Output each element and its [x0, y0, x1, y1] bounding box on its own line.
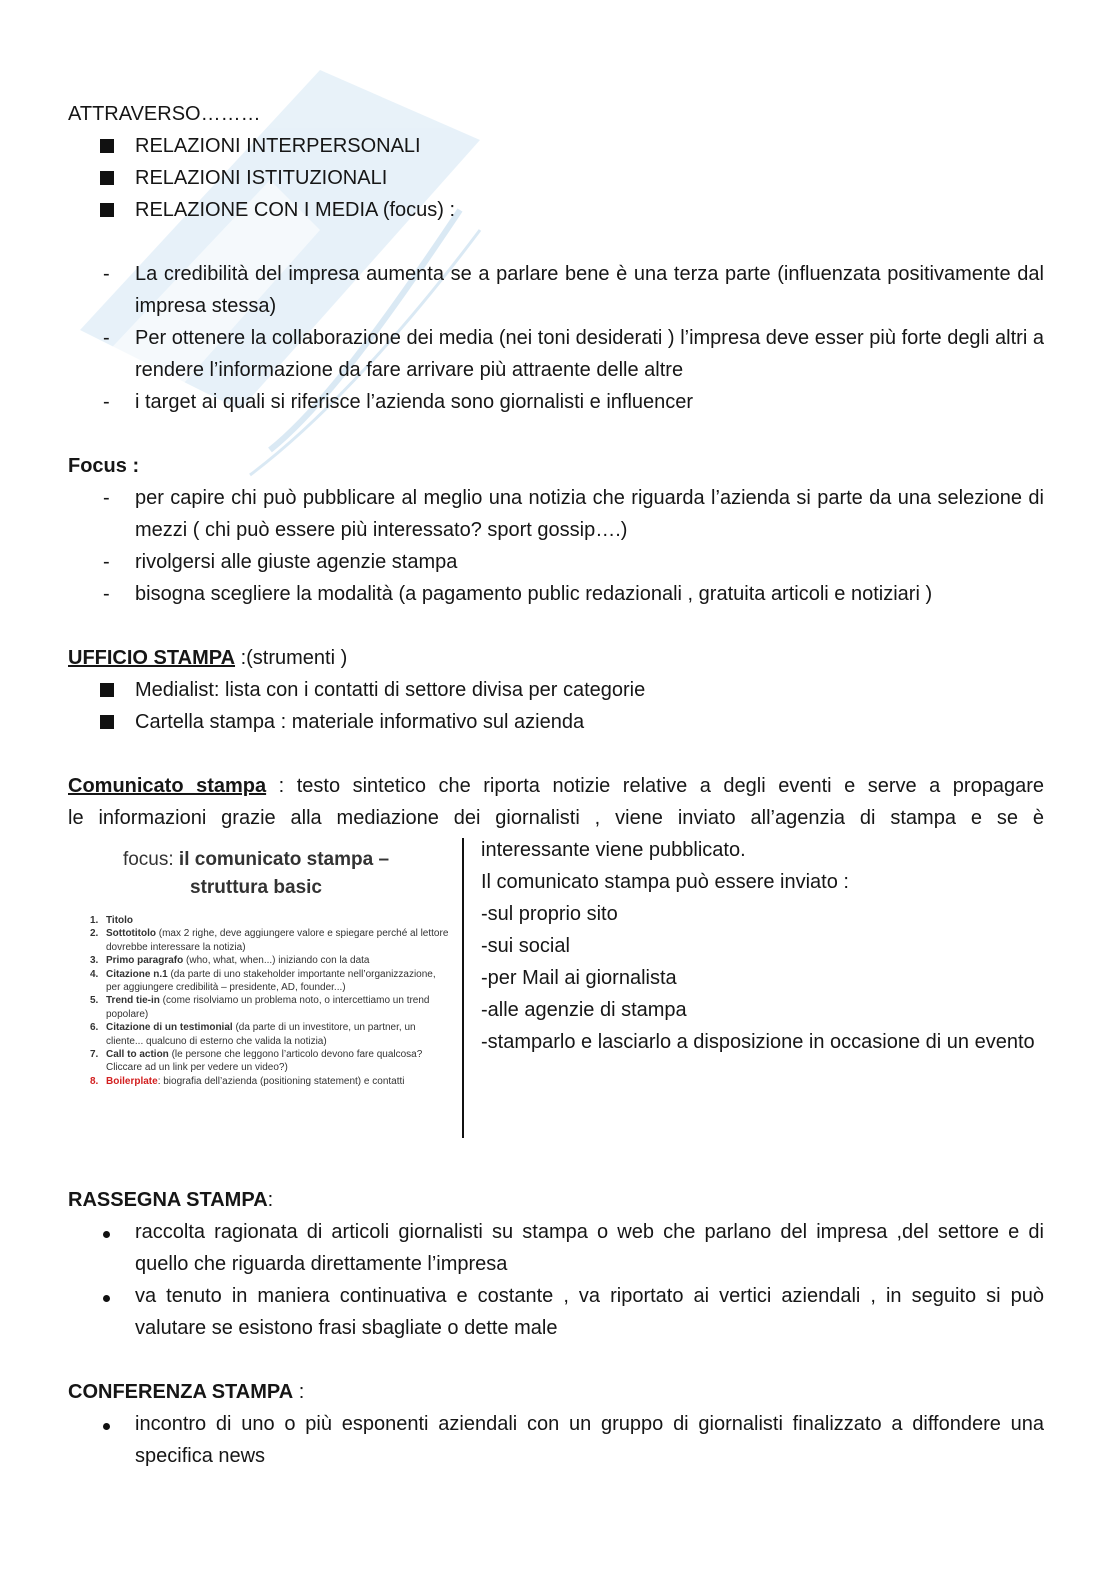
- list-item: - bisogna scegliere la modalità (a pagamento public redazionali , gratuita articoli e notiziari ): [100, 578, 1044, 610]
- conferenza-heading: [68, 1376, 304, 1408]
- list-item-text: va tenuto in maniera continuativa e costante , va riportato ai vertici aziendali , in seguito si può valutare se esistono frasi sbagliate o dette male: [135, 1285, 1044, 1339]
- list-item: - Per ottenere la collaborazione dei media (nei toni desiderati ) l’impresa deve esser più forte degli altri a rendere l’informazione da fare arrivare più attraente delle altre: [100, 322, 1044, 386]
- list-item: - rivolgersi alle giuste agenzie stampa: [100, 546, 1044, 578]
- round-bullet-icon: [103, 1423, 110, 1430]
- figure-list: [90, 914, 450, 1088]
- figure-list-item: 3. Primo paragrafo (who, what, when...) iniziando con la data: [90, 955, 370, 967]
- square-bullet-icon: [100, 171, 114, 185]
- vertical-divider: [462, 838, 464, 1138]
- list-item: [100, 194, 1044, 226]
- figure-list-item: 6. Citazione di un testimonial (da parte di un investitore, un partner, un cliente... qualcuno di esterno che valida la notizia): [90, 1022, 416, 1047]
- figure-title-prefix: focus:: [122, 849, 179, 870]
- figure-list-item-highlight: 8. Boilerplate: biografia dell’azienda (positioning statement) e contatti: [90, 1075, 405, 1087]
- attraverso-heading: ATTRAVERSO………: [68, 103, 261, 125]
- list-item: [100, 130, 1044, 162]
- figure-title-bold-2: struttura basic: [190, 877, 322, 898]
- figure-title-bold-1: il comunicato stampa –: [178, 849, 390, 870]
- list-item-text: raccolta ragionata di articoli giornalisti su stampa o web che parlano del impresa ,del settore e di quello che riguarda direttamente l’impresa: [135, 1221, 1044, 1275]
- comunicato-text-1: : testo sintetico che riporta notizie relative a degli eventi e serve a propagare: [266, 775, 1044, 797]
- list-item-text: RELAZIONI ISTITUZIONALI: [135, 167, 388, 189]
- list-item: [100, 674, 1044, 706]
- figure-list-item: 4. Citazione n.1 (da parte di uno stakeholder importante nell’organizzazione, per aggiungere credibilità – presidente, AD, founder...): [90, 968, 436, 994]
- list-item-text: Per ottenere la collaborazione dei media (nei toni desiderati ) l’impresa deve esser più forte degli altri a rendere l’informazione da fare arrivare più attraente delle altre: [135, 327, 1044, 381]
- square-bullet-icon: [100, 203, 114, 217]
- list-item-text: incontro di uno o più esponenti aziendali con un gruppo di giornalisti finalizzato a diffondere una specifica news: [135, 1413, 1044, 1467]
- list-item: [100, 706, 1044, 738]
- list-item-text: i target ai quali si riferisce l’azienda sono giornalisti e influencer: [135, 391, 694, 413]
- comunicato-side-line: -alle agenzie di stampa: [481, 999, 687, 1021]
- list-item: [100, 162, 1044, 194]
- conferenza-heading-suffix: :: [293, 1381, 305, 1403]
- comunicato-line-1: [68, 770, 1044, 802]
- figure-list-item: 5. Trend tie-in (come risolviamo un problema noto, o intercettiamo un trend popolare): [90, 995, 430, 1020]
- list-item: - La credibilità del impresa aumenta se a parlare bene è una terza parte (influenzata positivamente dal impresa stessa): [100, 258, 1044, 322]
- list-item-text: RELAZIONI INTERPERSONALI: [135, 135, 421, 157]
- figure-list-item: 2. Sottotitolo (max 2 righe, deve aggiungere valore e spiegare perché al lettore dovrebbe interessare la notizia): [90, 928, 449, 953]
- square-bullet-icon: [100, 715, 114, 729]
- square-bullet-icon: [100, 139, 114, 153]
- list-item: [100, 1216, 1044, 1280]
- list-item-text: Medialist: lista con i contatti di settore divisa per categorie: [135, 679, 646, 701]
- comunicato-side-line: -per Mail ai giornalista: [481, 967, 677, 989]
- list-item-text: Cartella stampa : materiale informativo sul azienda: [135, 711, 585, 733]
- rassegna-heading: [68, 1184, 273, 1216]
- comunicato-side-line: interessante viene pubblicato.: [481, 839, 746, 861]
- list-item-text: La credibilità del impresa aumenta se a parlare bene è una terza parte (influenzata positivamente dal impresa stessa): [135, 263, 1044, 317]
- figure-list-item: 1. Titolo: [90, 915, 134, 926]
- round-bullet-icon: [103, 1231, 110, 1238]
- list-item: - per capire chi può pubblicare al meglio una notizia che riguarda l’azienda si parte da una selezione di mezzi ( chi può essere più interessato? sport gossip….): [100, 482, 1044, 546]
- list-item-text: per capire chi può pubblicare al meglio una notizia che riguarda l’azienda si parte da una selezione di mezzi ( chi può essere più interessato? sport gossip….): [135, 487, 1044, 541]
- list-item: - i target ai quali si riferisce l’azienda sono giornalisti e influencer: [100, 386, 1044, 418]
- comunicato-side-line: Il comunicato stampa può essere inviato :: [481, 871, 849, 893]
- ufficio-heading: [68, 642, 347, 674]
- conferenza-heading-title: CONFERENZA STAMPA: [68, 1381, 294, 1403]
- ufficio-heading-suffix: :(strumenti ): [235, 647, 348, 669]
- figure-list-item: 7. Call to action (le persone che leggono l’articolo devono fare qualcosa? Cliccare ad un link per vedere un video?): [90, 1049, 423, 1074]
- focus-heading: Focus :: [68, 455, 140, 477]
- comunicato-side-line: -stamparlo e lasciarlo a disposizione in occasione di un evento: [481, 1031, 1035, 1053]
- comunicato-heading: Comunicato stampa: [68, 775, 267, 797]
- round-bullet-icon: [103, 1295, 110, 1302]
- rassegna-heading-title: RASSEGNA STAMPA: [68, 1189, 268, 1211]
- square-bullet-icon: [100, 683, 114, 697]
- comunicato-side-line: -sui social: [481, 935, 570, 957]
- list-item-text: bisogna scegliere la modalità (a pagamento public redazionali , gratuita articoli e notiziari ): [135, 583, 933, 605]
- comunicato-side-line: -sul proprio sito: [481, 903, 618, 925]
- list-item: [100, 1408, 1044, 1472]
- ufficio-heading-title: UFFICIO STAMPA: [68, 647, 236, 669]
- comunicato-structure-figure: [56, 840, 449, 1140]
- list-item: [100, 1280, 1044, 1344]
- comunicato-line-2: le informazioni grazie alla mediazione dei giornalisti , viene inviato all’agenzia di stampa e se è: [68, 807, 1044, 829]
- list-item-text: rivolgersi alle giuste agenzie stampa: [135, 551, 458, 573]
- rassegna-heading-suffix: :: [267, 1189, 274, 1211]
- list-item-text: RELAZIONE CON I MEDIA (focus) :: [135, 199, 456, 221]
- figure-title: [56, 846, 456, 902]
